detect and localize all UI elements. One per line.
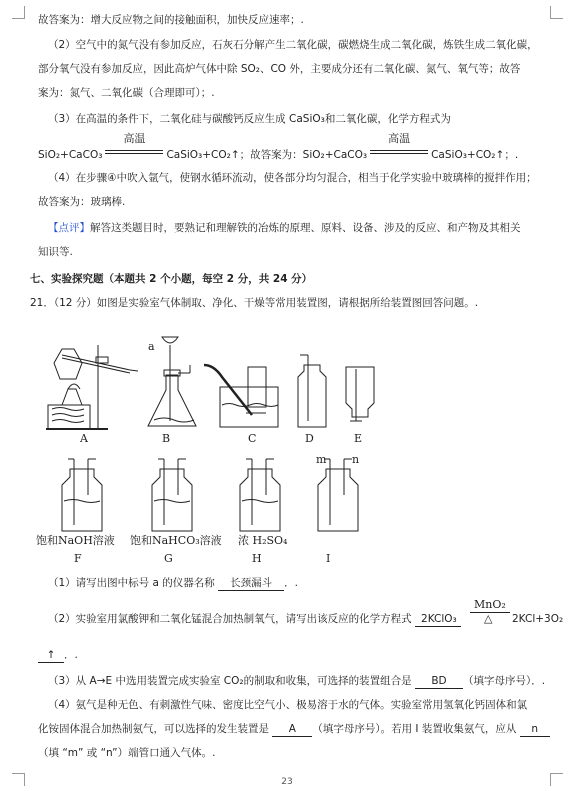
label-E: E [354, 432, 363, 445]
reaction-arrow [368, 132, 430, 158]
crop-mark-top-right [550, 6, 563, 19]
comment-tag: 【点评】 [48, 222, 90, 234]
question-part-4: （填 “m” 或 “n”）端管口通入气体。. [38, 747, 216, 759]
apparatus-a [46, 345, 138, 429]
answer-line: 故答案为：玻璃棒. [38, 196, 126, 208]
question-part-1: （1）请写出图中标号 a 的仪器名称 长颈漏斗 ．. [48, 577, 298, 589]
comment-line: 【点评】解答这类题目时，要熟记和理解铁的冶炼的原理、原料、设备、涉及的反应、和产物及其相关 [48, 222, 521, 234]
apparatus-i [318, 459, 358, 531]
comment-line: 知识等. [38, 246, 73, 258]
answer-blank: ↑ [38, 648, 64, 663]
reaction-arrow [103, 132, 165, 158]
label-a-tag: a [148, 340, 155, 353]
crop-mark-top-left [12, 6, 25, 19]
label-F: F [74, 552, 82, 565]
apparatus-h [240, 459, 280, 531]
label-D: D [305, 432, 314, 445]
heat-symbol: △ [484, 612, 493, 625]
question-part-4: （4）氨气是种无色、有刺激性气味、密度比空气小、极易溶于水的气体。实验室常用氢氧化钙固体和氯 [48, 699, 528, 711]
label-I: I [326, 552, 331, 565]
section-heading: 七、实验探究题（本题共 2 个小题，每空 2 分，共 24 分） [30, 273, 313, 285]
products: CaSiO₃+CO₂↑；. [431, 149, 519, 161]
answer-blank: 2KClO₃ [415, 612, 461, 627]
question-part-2-end: ↑ ．. [38, 648, 548, 663]
products: CaSiO₃+CO₂↑；故答案为：SiO₂+CaCO₃ [166, 149, 368, 161]
catalyst-label: MnO₂ [474, 598, 506, 611]
label-A: A [80, 432, 88, 445]
question-part-3: （3）从 A→E 中选用装置完成实验室 CO₂的制取和收集，可选择的装置组合是 BD （填字母序号）．. [48, 675, 546, 687]
apparatus-c [204, 365, 278, 427]
reagent-h: 浓 H₂SO₄ [238, 534, 288, 547]
answer-line: 案为：氮气、二氧化碳（合理即可）；. [38, 87, 215, 99]
apparatus-f [62, 459, 102, 531]
label-G: G [164, 552, 173, 565]
answer-blank: BD [415, 674, 463, 689]
apparatus-d [298, 355, 326, 427]
reagent-g: 饱和NaHCO₃溶液 [130, 534, 222, 547]
condition-high-temp: 高温 [388, 132, 411, 145]
answer-line: （3）在高温的条件下，二氧化硅与碳酸钙反应生成 CaSiO₃和二氧化碳，化学方程式为 [48, 113, 451, 125]
condition-high-temp: 高温 [123, 132, 146, 145]
question-part-4: 化铵固体混合加热制氨气，可以选择的发生装置是 A （填字母序号）。若用 I 装置收集氨气，应从 n [38, 722, 548, 737]
equation-line [38, 132, 548, 162]
page-number: 23 [281, 777, 293, 787]
answer-line: （4）在步骤④中吹入氩气，使钢水循环流动，使各部分均匀混合，相当于化学实验中玻璃棒的搅拌作用； [48, 172, 537, 184]
answer-blank: A [272, 722, 312, 737]
label-B: B [162, 432, 171, 445]
reactants: SiO₂+CaCO₃ [38, 149, 103, 161]
apparatus-e [346, 367, 374, 421]
label-C: C [248, 432, 257, 445]
answer-line: 部分氧气没有参加反应，因此高炉气体中除 SO₂、CO 外，主要成分还有二氧化碳、氮气、氧气等；故答 [38, 63, 521, 75]
products: 2KCl+3O₂ [512, 613, 564, 625]
port-n-label: n [352, 453, 360, 466]
answer-blank: n [520, 722, 550, 737]
apparatus-b [148, 337, 196, 426]
apparatus-g [152, 459, 192, 531]
question-part-2: （2）实验室用氯酸钾和二氧化锰混合加热制氧气，请写出该反应的化学方程式 2KClO₃ [38, 612, 558, 627]
answer-line: （2）空气中的氮气没有参加反应，石灰石分解产生二氧化碳，碳燃烧生成二氧化碳，炼铁生成二氧化碳， [48, 39, 538, 51]
answer-blank: 长颈漏斗 [218, 576, 284, 591]
answer-line: 故答案为：增大反应物之间的接触面积，加快反应速率；. [38, 14, 304, 26]
port-m-label: m [316, 453, 327, 466]
question-21: 21．（12 分）如图是实验室气体制取、净化、干燥等常用装置图，请根据所给装置图回答问题。. [30, 297, 479, 309]
label-H: H [252, 552, 262, 565]
reagent-f: 饱和NaOH溶液 [36, 534, 115, 547]
